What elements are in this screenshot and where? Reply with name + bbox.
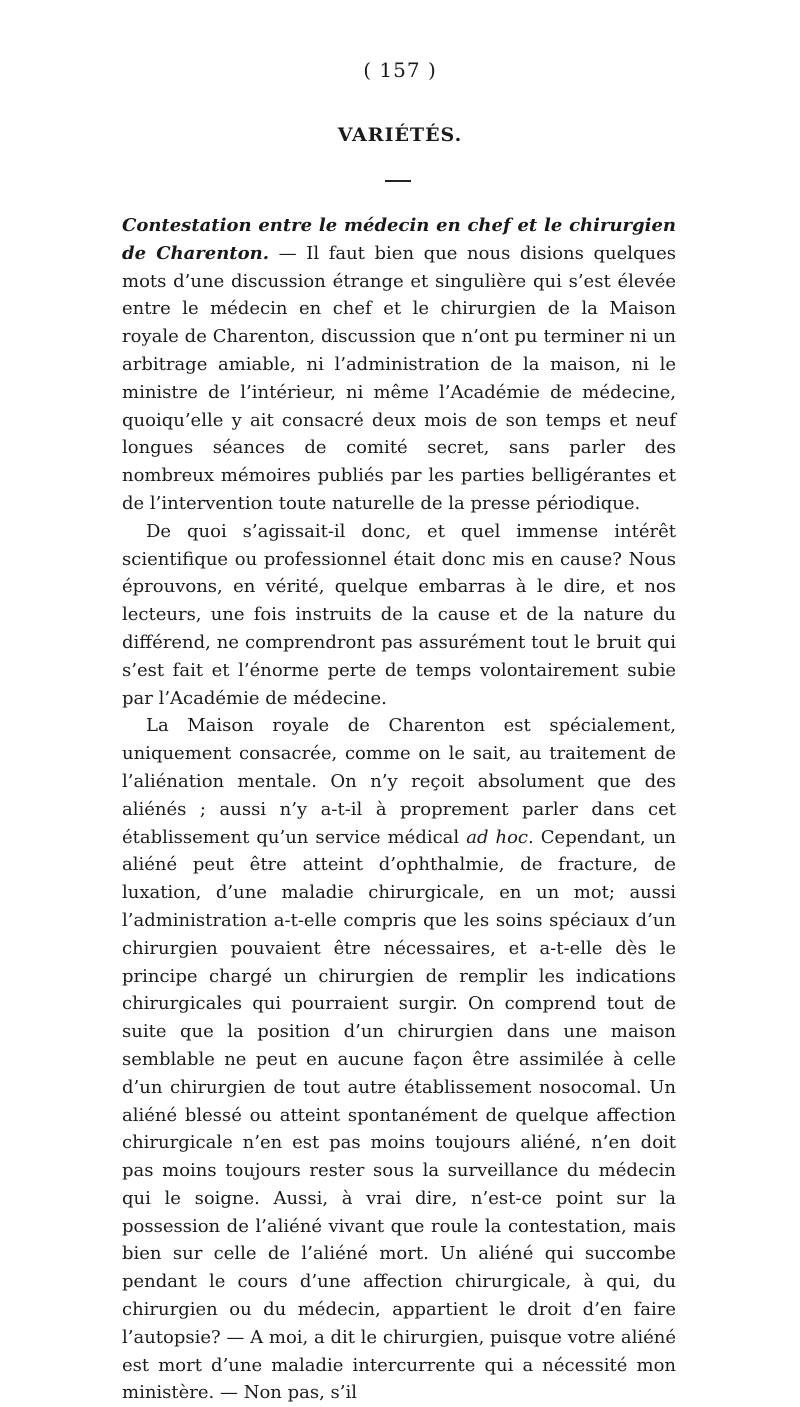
title-divider	[385, 180, 411, 182]
latin-phrase: ad hoc.	[466, 826, 534, 848]
paragraph-3-text-b: Cependant, un aliéné peut être atteint d’ophthalmie, de fracture, de luxation, d’une maladie chirurgicale, en un mot; aussi l’administration a-t-elle compris que les soins spéciaux d’un chirurgien pouvaient être nécessaires, et a-t-elle dès le principe chargé un chirurgien de remplir les indications chirurgicales qui pourraient surgir. On comprend tout de suite que la position d’un chirurgien dans une maison semblable ne peut en aucune façon être assimilée à celle d’un chirurgien de tout autre établissement nosocomal. Un aliéné blessé ou atteint spontanément de quelque affection chirurgicale n’en est pas moins toujours aliéné, n’en doit pas moins toujours rester sous la surveillance du médecin qui le soigne. Aussi, à vrai dire, n’est-ce point sur la possession de l’aliéné vivant que roule la contestation, mais bien sur celle de l’aliéné mort. Un aliéné qui succombe pendant le cours d’une affection chirurgicale, à qui, du chirurgien ou du médecin, appartient le droit d’en faire l’autopsie? — A moi, a dit le chirurgien, puisque votre aliéné est mort d’une maladie intercurrente qui a nécessité mon ministère. — Non pas, s’il	[122, 826, 676, 1404]
paragraph-1-text: — Il faut bien que nous disions quelques mots d’une discussion étrange et singulière qui s’est élevée entre le médecin en chef et le chirurgien de la Maison royale de Charenton, discussion que n’ont pu terminer ni un arbitrage amiable, ni l’administration de la maison, ni le ministre de l’intérieur, ni même l’Académie de médecine, quoiqu’elle y ait consacré deux mois de son temps et neuf longues séances de comité secret, sans parler des nombreux mémoires publiés par les parties belligérantes et de l’intervention toute naturelle de la presse périodique.	[122, 242, 677, 514]
paragraph-2: De quoi s’agissait-il donc, et quel immense intérêt scientifique ou professionnel était donc mis en cause? Nous éprouvons, en vérité, quelque embarras à le dire, et nos lecteurs, une fois instruits de la cause et de la nature du différend, ne comprendront pas assurément tout le bruit qui s’est fait et l’énorme perte de temps volontairement subie par l’Académie de médecine.	[122, 520, 676, 709]
page-number: ( 157 )	[363, 58, 437, 82]
article-heading: Contestation entre le médecin en chef et le chirurgien de Charenton.	[122, 215, 676, 264]
paragraph-3-text-a: La Maison royale de Charenton est spécialement, uniquement consacrée, comme on le sait, au traitement de l’aliénation mentale. On n’y reçoit absolument que des aliénés ; aussi n’y a-t-il à proprement parler dans cet établissement qu’un service médical	[122, 715, 676, 848]
article-body	[122, 212, 676, 1407]
paragraph-1	[122, 212, 676, 518]
section-title: VARIÉTÉS.	[337, 124, 463, 146]
paragraph-3	[122, 712, 676, 1407]
